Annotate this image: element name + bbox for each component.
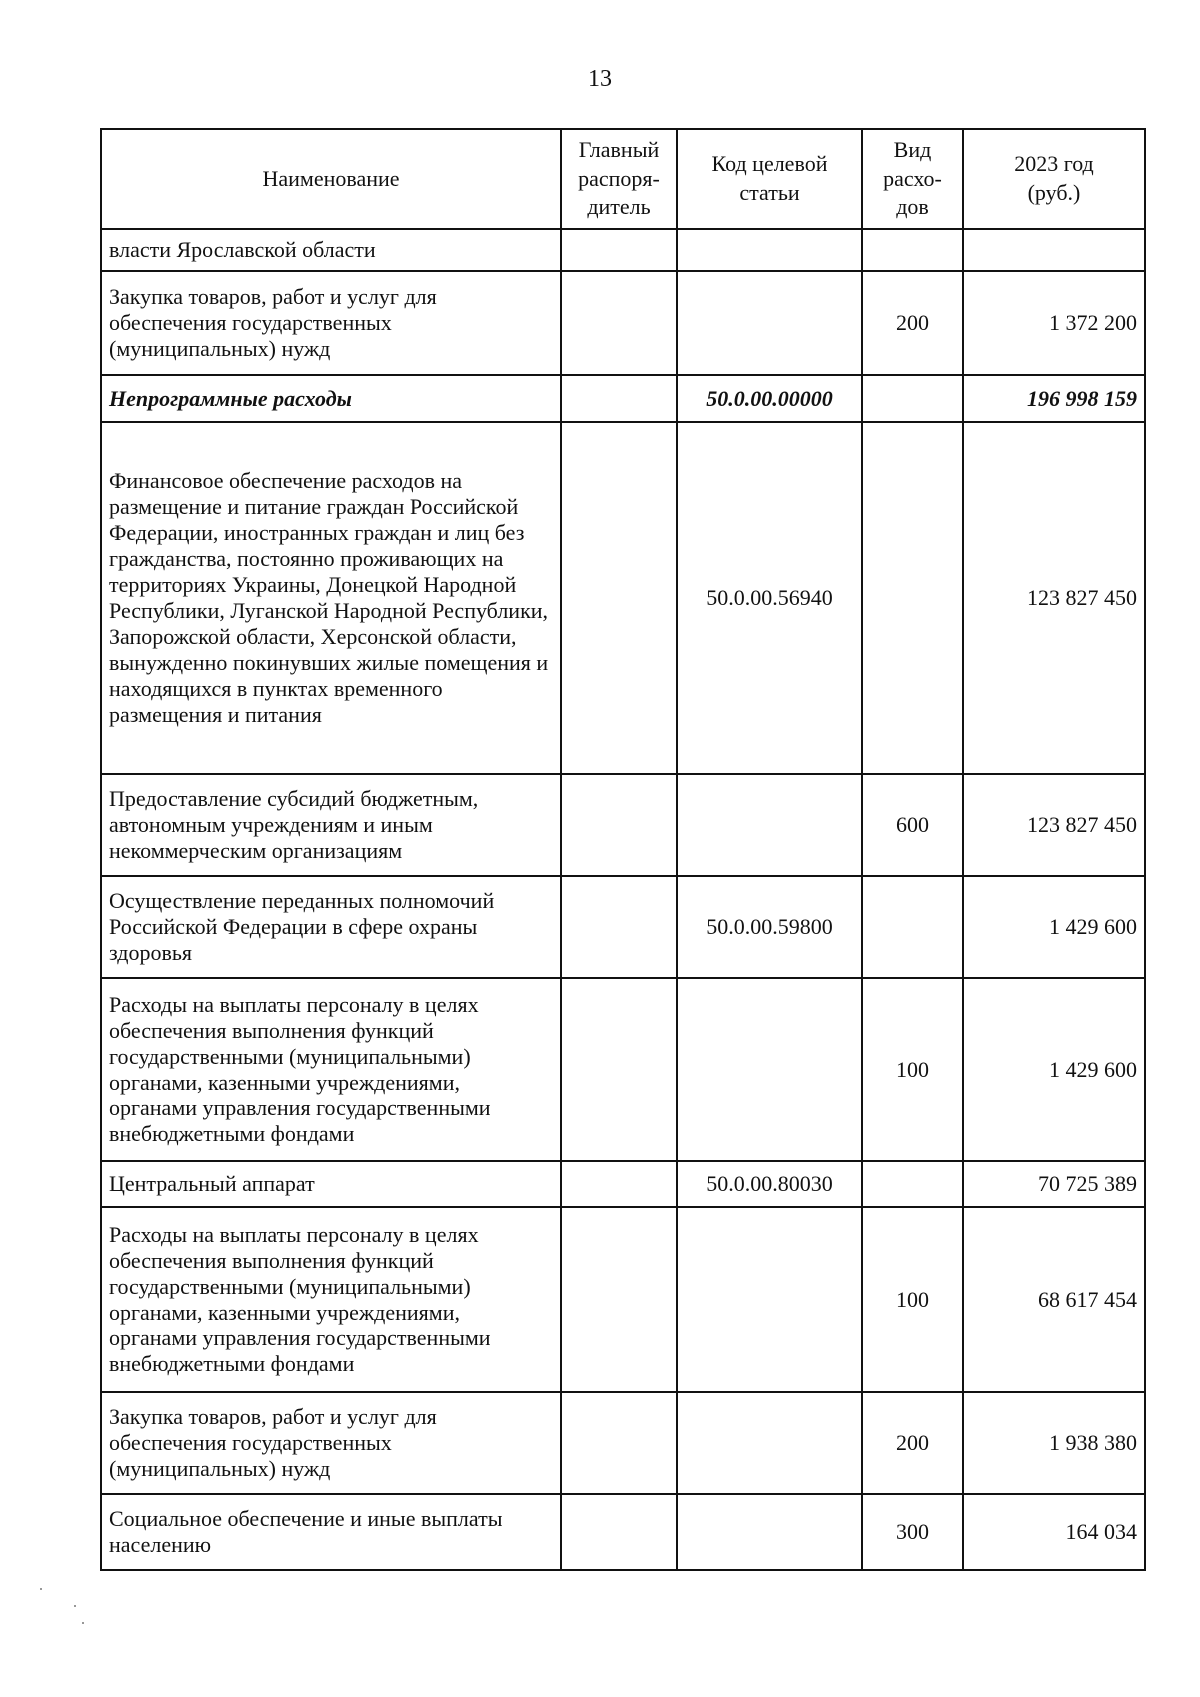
- table-row: [101, 774, 1145, 876]
- scan-speck: [40, 1588, 42, 1590]
- budget-table: [100, 128, 1146, 1571]
- row-code: [677, 1392, 862, 1494]
- row-name: Закупка товаров, работ и услуг для обеспечения государственных (муниципальных) нужд: [101, 1392, 561, 1494]
- row-admin: [561, 271, 677, 375]
- row-code: 50.0.00.00000: [677, 375, 862, 422]
- row-sum: 123 827 450: [963, 774, 1145, 876]
- row-admin: [561, 375, 677, 422]
- row-type: [862, 1161, 963, 1207]
- row-type: [862, 229, 963, 271]
- table-row: [101, 876, 1145, 978]
- row-name: Непрограммные расходы: [101, 375, 561, 422]
- row-sum: 68 617 454: [963, 1207, 1145, 1392]
- row-code: 50.0.00.80030: [677, 1161, 862, 1207]
- row-name: Предоставление субсидий бюджетным, автономным учреждениям и иным некоммерческим организациям: [101, 774, 561, 876]
- row-code: [677, 271, 862, 375]
- row-sum: 1 429 600: [963, 876, 1145, 978]
- page-number: 13: [588, 66, 612, 92]
- row-type: 600: [862, 774, 963, 876]
- row-code: 50.0.00.56940: [677, 422, 862, 774]
- row-admin: [561, 1161, 677, 1207]
- table-row: [101, 1392, 1145, 1494]
- row-admin: [561, 422, 677, 774]
- header-admin: Главный распоря-дитель: [561, 129, 677, 229]
- row-type: 200: [862, 1392, 963, 1494]
- row-sum: [963, 229, 1145, 271]
- table-row: [101, 271, 1145, 375]
- table-row: [101, 1161, 1145, 1207]
- row-name: Осуществление переданных полномочий Российской Федерации в сфере охраны здоровья: [101, 876, 561, 978]
- table-row: [101, 978, 1145, 1161]
- row-name: Социальное обеспечение и иные выплаты населению: [101, 1494, 561, 1570]
- header-sum: 2023 год (руб.): [963, 129, 1145, 229]
- table-header: [101, 129, 1145, 229]
- row-name: Центральный аппарат: [101, 1161, 561, 1207]
- row-sum: 70 725 389: [963, 1161, 1145, 1207]
- table-row: [101, 1494, 1145, 1570]
- header-code: Код целевой статьи: [677, 129, 862, 229]
- row-sum: 123 827 450: [963, 422, 1145, 774]
- row-admin: [561, 229, 677, 271]
- row-admin: [561, 978, 677, 1161]
- table-row: [101, 1207, 1145, 1392]
- row-code: [677, 1494, 862, 1570]
- row-name: Закупка товаров, работ и услуг для обеспечения государственных (муниципальных) нужд: [101, 271, 561, 375]
- row-type: 300: [862, 1494, 963, 1570]
- row-admin: [561, 1494, 677, 1570]
- scan-speck: [74, 1605, 76, 1607]
- row-name: власти Ярославской области: [101, 229, 561, 271]
- row-sum: 1 372 200: [963, 271, 1145, 375]
- row-admin: [561, 1207, 677, 1392]
- table-row: [101, 229, 1145, 271]
- row-name: Расходы на выплаты персоналу в целях обеспечения выполнения функций государственными (муниципальными) органами, казенными учреждениями, органами управления государственными внебюджетными фондами: [101, 1207, 561, 1392]
- row-type: 100: [862, 1207, 963, 1392]
- row-admin: [561, 774, 677, 876]
- row-admin: [561, 1392, 677, 1494]
- row-type: 100: [862, 978, 963, 1161]
- header-name: Наименование: [101, 129, 561, 229]
- row-admin: [561, 876, 677, 978]
- row-type: [862, 375, 963, 422]
- table-row: [101, 422, 1145, 774]
- row-code: 50.0.00.59800: [677, 876, 862, 978]
- row-name: Финансовое обеспечение расходов на размещение и питание граждан Российской Федерации, иностранных граждан и лиц без гражданства, постоянно проживающих на территориях Украины, Донецкой Народной Республики, Луганской Народной Республики, Запорожской области, Херсонской области, вынужденно покинувших жилые помещения и находящихся в пунктах временного размещения и питания: [101, 422, 561, 774]
- table-body: [101, 229, 1145, 1570]
- row-name: Расходы на выплаты персоналу в целях обеспечения выполнения функций государственными (муниципальными) органами, казенными учреждениями, органами управления государственными внебюджетными фондами: [101, 978, 561, 1161]
- row-sum: 196 998 159: [963, 375, 1145, 422]
- row-code: [677, 1207, 862, 1392]
- table-row: [101, 375, 1145, 422]
- row-type: 200: [862, 271, 963, 375]
- row-code: [677, 978, 862, 1161]
- row-sum: 1 938 380: [963, 1392, 1145, 1494]
- row-type: [862, 876, 963, 978]
- row-type: [862, 422, 963, 774]
- row-code: [677, 229, 862, 271]
- row-sum: 1 429 600: [963, 978, 1145, 1161]
- header-type: Вид расхо-дов: [862, 129, 963, 229]
- scan-speck: [82, 1622, 84, 1624]
- row-sum: 164 034: [963, 1494, 1145, 1570]
- row-code: [677, 774, 862, 876]
